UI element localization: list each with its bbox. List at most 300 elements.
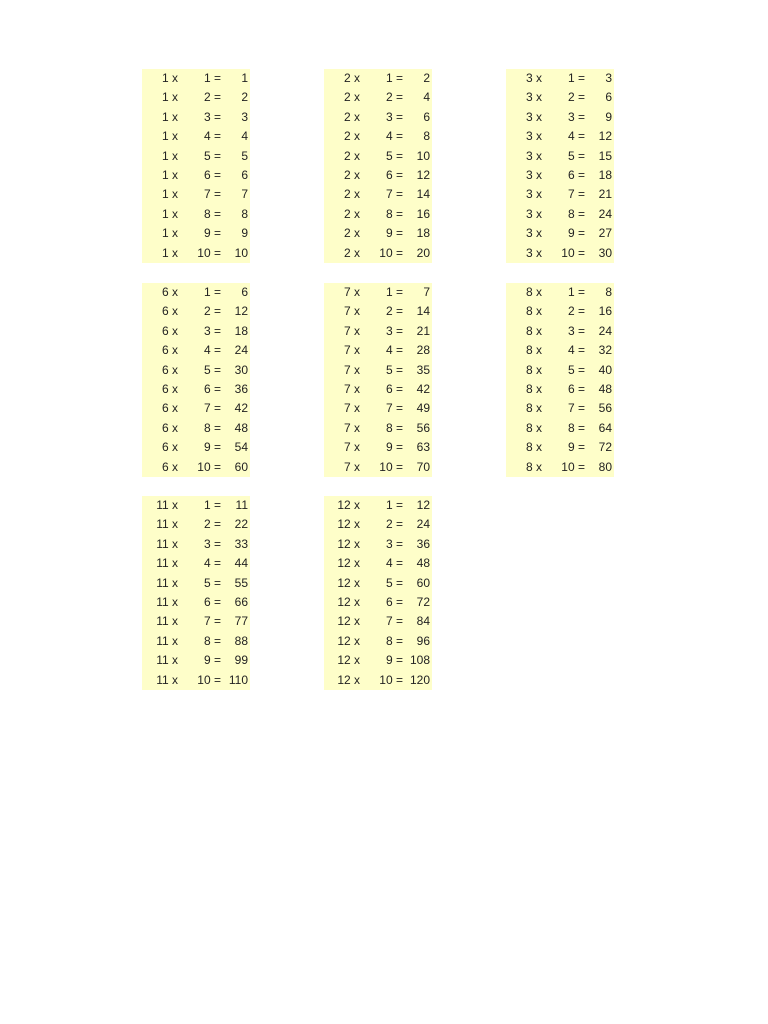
multiplier-cell: 7 x: [343, 323, 360, 338]
factor-cell: 8 =: [385, 420, 403, 435]
product-cell: 99: [234, 653, 248, 668]
factor-cell: 3 =: [567, 323, 585, 338]
factor-cell: 8 =: [385, 206, 403, 221]
factor-cell: 2 =: [385, 304, 403, 319]
factor-cell: 8 =: [385, 633, 403, 648]
factor-cell: 8 =: [203, 633, 221, 648]
multiplier-cell: 12 x: [337, 556, 360, 571]
factor-cell: 3 =: [385, 109, 403, 124]
factor-cell: 10 =: [197, 459, 221, 474]
factor-cell: 10 =: [379, 672, 403, 687]
table-row: [324, 127, 432, 146]
multiplier-cell: 3 x: [525, 226, 542, 241]
product-cell: 10: [416, 148, 430, 163]
product-cell: 66: [234, 594, 248, 609]
factor-cell: 2 =: [385, 517, 403, 532]
factor-cell: 9 =: [385, 653, 403, 668]
multiplier-cell: 8 x: [525, 362, 542, 377]
product-cell: 48: [416, 556, 430, 571]
factor-cell: 3 =: [203, 109, 221, 124]
multiplier-cell: 2 x: [343, 109, 360, 124]
factor-cell: 1 =: [385, 285, 403, 299]
table-row: [142, 612, 250, 631]
factor-cell: 6 =: [385, 381, 403, 396]
table-row: [142, 127, 250, 146]
multiplier-cell: 3 x: [525, 90, 542, 105]
table-row: [324, 108, 432, 127]
product-cell: 8: [423, 129, 430, 144]
product-cell: 77: [234, 614, 248, 629]
product-cell: 10: [234, 245, 248, 260]
table-row: [324, 419, 432, 438]
product-cell: 55: [234, 575, 248, 590]
product-cell: 16: [598, 304, 612, 319]
table-row: [506, 224, 614, 243]
multiplier-cell: 2 x: [343, 129, 360, 144]
table-row: [324, 380, 432, 399]
factor-cell: 4 =: [203, 556, 221, 571]
table-row: [142, 244, 250, 263]
multiplier-cell: 3 x: [525, 109, 542, 124]
table-row: [142, 302, 250, 321]
factor-cell: 7 =: [385, 401, 403, 416]
table-row: [142, 205, 250, 224]
table-row: [324, 574, 432, 593]
multiplier-cell: 11 x: [156, 575, 178, 590]
table-row: [324, 302, 432, 321]
table-row: [506, 419, 614, 438]
multiplier-cell: 6 x: [161, 304, 178, 319]
multiplier-cell: 12 x: [337, 633, 360, 648]
multiplier-cell: 6 x: [161, 420, 178, 435]
multiplier-cell: 11 x: [156, 653, 178, 668]
factor-cell: 2 =: [203, 517, 221, 532]
factor-cell: 6 =: [385, 167, 403, 182]
factor-cell: 7 =: [203, 401, 221, 416]
table-row: [142, 535, 250, 554]
factor-cell: 10 =: [379, 459, 403, 474]
factor-cell: 8 =: [567, 206, 585, 221]
multiplier-cell: 8 x: [525, 440, 542, 455]
times-table-11: [142, 496, 250, 690]
factor-cell: 7 =: [385, 187, 403, 202]
table-row: [142, 593, 250, 612]
table-row: [324, 69, 432, 88]
multiplier-cell: 1 x: [161, 129, 178, 144]
multiplier-cell: 3 x: [525, 206, 542, 221]
multiplier-cell: 12 x: [337, 614, 360, 629]
factor-cell: 6 =: [567, 381, 585, 396]
times-table-2: [324, 69, 432, 263]
product-cell: 64: [598, 420, 612, 435]
product-cell: 20: [416, 245, 430, 260]
table-row: [142, 496, 250, 515]
table-row: [506, 166, 614, 185]
table-row: [324, 438, 432, 457]
product-cell: 60: [416, 575, 430, 590]
product-cell: 14: [416, 187, 430, 202]
factor-cell: 1 =: [203, 498, 221, 512]
multiplier-cell: 1 x: [161, 187, 178, 202]
factor-cell: 5 =: [567, 362, 585, 377]
factor-cell: 7 =: [385, 614, 403, 629]
multiplier-cell: 12 x: [337, 575, 360, 590]
factor-cell: 2 =: [203, 90, 221, 105]
factor-cell: 6 =: [203, 167, 221, 182]
multiplier-cell: 2 x: [343, 226, 360, 241]
product-cell: 30: [234, 362, 248, 377]
product-cell: 12: [416, 167, 430, 182]
multiplier-cell: 2 x: [343, 71, 360, 85]
product-cell: 4: [241, 129, 248, 144]
multiplier-cell: 8 x: [525, 459, 542, 474]
factor-cell: 3 =: [203, 323, 221, 338]
factor-cell: 9 =: [203, 226, 221, 241]
multiplier-cell: 1 x: [161, 226, 178, 241]
product-cell: 6: [241, 285, 248, 299]
multiplier-cell: 7 x: [343, 362, 360, 377]
table-row: [324, 205, 432, 224]
multiplier-cell: 12 x: [337, 672, 360, 687]
factor-cell: 10 =: [561, 245, 585, 260]
multiplier-cell: 11 x: [156, 517, 178, 532]
times-table-7: [324, 283, 432, 477]
multiplier-cell: 1 x: [161, 71, 178, 85]
multiplier-cell: 8 x: [525, 401, 542, 416]
factor-cell: 9 =: [203, 440, 221, 455]
product-cell: 6: [423, 109, 430, 124]
table-row: [324, 612, 432, 631]
table-row: [142, 632, 250, 651]
product-cell: 3: [241, 109, 248, 124]
times-table-12: [324, 496, 432, 690]
multiplier-cell: 12 x: [337, 498, 360, 512]
table-row: [506, 69, 614, 88]
product-cell: 12: [598, 129, 612, 144]
multiplier-cell: 7 x: [343, 401, 360, 416]
table-row: [142, 361, 250, 380]
table-row: [506, 185, 614, 204]
product-cell: 32: [598, 343, 612, 358]
product-cell: 84: [416, 614, 430, 629]
product-cell: 12: [234, 304, 248, 319]
product-cell: 80: [598, 459, 612, 474]
factor-cell: 5 =: [203, 575, 221, 590]
times-table-6: [142, 283, 250, 477]
table-row: [142, 185, 250, 204]
factor-cell: 8 =: [203, 420, 221, 435]
multiplier-cell: 11 x: [156, 614, 178, 629]
product-cell: 60: [234, 459, 248, 474]
multiplier-cell: 6 x: [161, 362, 178, 377]
factor-cell: 7 =: [203, 614, 221, 629]
table-row: [506, 399, 614, 418]
table-row: [324, 515, 432, 534]
factor-cell: 2 =: [385, 90, 403, 105]
table-row: [324, 671, 432, 690]
multiplier-cell: 3 x: [525, 129, 542, 144]
product-cell: 27: [598, 226, 612, 241]
table-row: [506, 361, 614, 380]
factor-cell: 4 =: [385, 556, 403, 571]
factor-cell: 5 =: [203, 362, 221, 377]
multiplier-cell: 6 x: [161, 285, 178, 299]
table-row: [324, 593, 432, 612]
product-cell: 28: [416, 343, 430, 358]
factor-cell: 10 =: [561, 459, 585, 474]
product-cell: 12: [416, 498, 430, 512]
multiplier-cell: 1 x: [161, 206, 178, 221]
table-row: [142, 380, 250, 399]
product-cell: 33: [234, 536, 248, 551]
factor-cell: 6 =: [203, 381, 221, 396]
product-cell: 18: [234, 323, 248, 338]
factor-cell: 2 =: [203, 304, 221, 319]
product-cell: 35: [416, 362, 430, 377]
table-row: [142, 399, 250, 418]
table-row: [142, 554, 250, 573]
table-row: [324, 147, 432, 166]
multiplier-cell: 3 x: [525, 167, 542, 182]
product-cell: 1: [241, 71, 248, 85]
multiplier-cell: 2 x: [343, 90, 360, 105]
product-cell: 54: [234, 440, 248, 455]
multiplier-cell: 2 x: [343, 167, 360, 182]
factor-cell: 5 =: [567, 148, 585, 163]
multiplier-cell: 1 x: [161, 167, 178, 182]
table-row: [506, 147, 614, 166]
table-row: [142, 671, 250, 690]
multiplier-cell: 2 x: [343, 187, 360, 202]
factor-cell: 10 =: [379, 245, 403, 260]
multiplier-cell: 8 x: [525, 343, 542, 358]
product-cell: 6: [241, 167, 248, 182]
product-cell: 21: [416, 323, 430, 338]
table-row: [324, 341, 432, 360]
product-cell: 18: [416, 226, 430, 241]
multiplier-cell: 1 x: [161, 90, 178, 105]
table-row: [506, 88, 614, 107]
multiplier-cell: 8 x: [525, 420, 542, 435]
multiplier-cell: 8 x: [525, 304, 542, 319]
product-cell: 8: [605, 285, 612, 299]
factor-cell: 4 =: [567, 129, 585, 144]
factor-cell: 4 =: [203, 129, 221, 144]
table-row: [142, 166, 250, 185]
product-cell: 24: [598, 323, 612, 338]
table-row: [324, 244, 432, 263]
factor-cell: 4 =: [567, 343, 585, 358]
product-cell: 9: [605, 109, 612, 124]
times-table-1: [142, 69, 250, 263]
table-row: [142, 458, 250, 477]
table-row: [506, 380, 614, 399]
factor-cell: 8 =: [203, 206, 221, 221]
factor-cell: 3 =: [385, 323, 403, 338]
table-row: [506, 283, 614, 302]
product-cell: 36: [416, 536, 430, 551]
factor-cell: 5 =: [385, 148, 403, 163]
multiplier-cell: 6 x: [161, 459, 178, 474]
table-row: [324, 283, 432, 302]
multiplier-cell: 11 x: [156, 672, 178, 687]
table-row: [142, 147, 250, 166]
product-cell: 120: [409, 672, 430, 687]
factor-cell: 4 =: [385, 129, 403, 144]
product-cell: 49: [416, 401, 430, 416]
product-cell: 72: [416, 594, 430, 609]
product-cell: 24: [234, 343, 248, 358]
product-cell: 14: [416, 304, 430, 319]
product-cell: 42: [234, 401, 248, 416]
table-row: [324, 185, 432, 204]
multiplier-cell: 12 x: [337, 594, 360, 609]
times-table-8: [506, 283, 614, 477]
product-cell: 2: [241, 90, 248, 105]
table-row: [324, 166, 432, 185]
product-cell: 24: [598, 206, 612, 221]
multiplier-cell: 3 x: [525, 148, 542, 163]
factor-cell: 3 =: [385, 536, 403, 551]
multiplier-cell: 1 x: [161, 148, 178, 163]
table-row: [142, 341, 250, 360]
table-row: [506, 458, 614, 477]
multiplier-cell: 3 x: [525, 245, 542, 260]
table-row: [324, 322, 432, 341]
table-row: [324, 399, 432, 418]
table-row: [324, 535, 432, 554]
table-row: [324, 361, 432, 380]
table-row: [142, 651, 250, 670]
factor-cell: 6 =: [203, 594, 221, 609]
multiplier-cell: 11 x: [156, 633, 178, 648]
table-row: [506, 108, 614, 127]
product-cell: 48: [234, 420, 248, 435]
product-cell: 42: [416, 381, 430, 396]
factor-cell: 9 =: [385, 440, 403, 455]
multiplier-cell: 7 x: [343, 304, 360, 319]
factor-cell: 1 =: [567, 71, 585, 85]
table-row: [142, 322, 250, 341]
product-cell: 30: [598, 245, 612, 260]
multiplier-cell: 7 x: [343, 420, 360, 435]
factor-cell: 5 =: [385, 362, 403, 377]
product-cell: 11: [235, 498, 248, 512]
multiplier-cell: 7 x: [343, 343, 360, 358]
factor-cell: 9 =: [567, 226, 585, 241]
product-cell: 96: [416, 633, 430, 648]
product-cell: 72: [598, 440, 612, 455]
multiplier-cell: 2 x: [343, 245, 360, 260]
product-cell: 22: [234, 517, 248, 532]
multiplier-cell: 12 x: [337, 653, 360, 668]
factor-cell: 10 =: [197, 245, 221, 260]
multiplier-cell: 2 x: [343, 148, 360, 163]
factor-cell: 9 =: [385, 226, 403, 241]
multiplier-cell: 1 x: [161, 245, 178, 260]
factor-cell: 3 =: [567, 109, 585, 124]
product-cell: 8: [241, 206, 248, 221]
product-cell: 7: [423, 285, 430, 299]
factor-cell: 5 =: [385, 575, 403, 590]
product-cell: 88: [234, 633, 248, 648]
multiplier-cell: 7 x: [343, 459, 360, 474]
table-row: [142, 69, 250, 88]
multiplier-cell: 12 x: [337, 536, 360, 551]
multiplier-cell: 6 x: [161, 323, 178, 338]
multiplier-cell: 1 x: [161, 109, 178, 124]
factor-cell: 6 =: [385, 594, 403, 609]
table-row: [142, 438, 250, 457]
factor-cell: 9 =: [567, 440, 585, 455]
table-row: [506, 322, 614, 341]
product-cell: 44: [234, 556, 248, 571]
factor-cell: 3 =: [203, 536, 221, 551]
table-row: [506, 244, 614, 263]
factor-cell: 1 =: [385, 498, 403, 512]
multiplier-cell: 7 x: [343, 381, 360, 396]
table-row: [506, 438, 614, 457]
table-row: [142, 515, 250, 534]
table-row: [142, 108, 250, 127]
product-cell: 48: [598, 381, 612, 396]
factor-cell: 7 =: [567, 401, 585, 416]
multiplier-cell: 8 x: [525, 285, 542, 299]
multiplier-cell: 2 x: [343, 206, 360, 221]
factor-cell: 8 =: [567, 420, 585, 435]
product-cell: 6: [605, 90, 612, 105]
product-cell: 18: [598, 167, 612, 182]
factor-cell: 7 =: [567, 187, 585, 202]
table-row: [506, 341, 614, 360]
product-cell: 36: [234, 381, 248, 396]
product-cell: 21: [598, 187, 612, 202]
multiplier-cell: 3 x: [525, 71, 542, 85]
factor-cell: 10 =: [197, 672, 221, 687]
product-cell: 24: [416, 517, 430, 532]
multiplier-cell: 6 x: [161, 401, 178, 416]
multiplier-cell: 11 x: [156, 556, 178, 571]
factor-cell: 1 =: [385, 71, 403, 85]
multiplier-cell: 8 x: [525, 323, 542, 338]
table-row: [324, 651, 432, 670]
product-cell: 7: [241, 187, 248, 202]
multiplier-cell: 6 x: [161, 381, 178, 396]
product-cell: 63: [416, 440, 430, 455]
product-cell: 2: [423, 71, 430, 85]
table-row: [142, 419, 250, 438]
factor-cell: 1 =: [203, 71, 221, 85]
product-cell: 4: [423, 90, 430, 105]
table-row: [142, 574, 250, 593]
product-cell: 108: [409, 653, 430, 668]
table-row: [324, 224, 432, 243]
multiplier-cell: 12 x: [337, 517, 360, 532]
factor-cell: 9 =: [203, 653, 221, 668]
table-row: [142, 224, 250, 243]
product-cell: 16: [416, 206, 430, 221]
multiplier-cell: 6 x: [161, 440, 178, 455]
multiplier-cell: 11 x: [156, 536, 178, 551]
factor-cell: 5 =: [203, 148, 221, 163]
factor-cell: 2 =: [567, 304, 585, 319]
table-row: [324, 632, 432, 651]
table-row: [142, 283, 250, 302]
factor-cell: 1 =: [203, 285, 221, 299]
table-row: [142, 88, 250, 107]
table-row: [506, 302, 614, 321]
factor-cell: 7 =: [203, 187, 221, 202]
